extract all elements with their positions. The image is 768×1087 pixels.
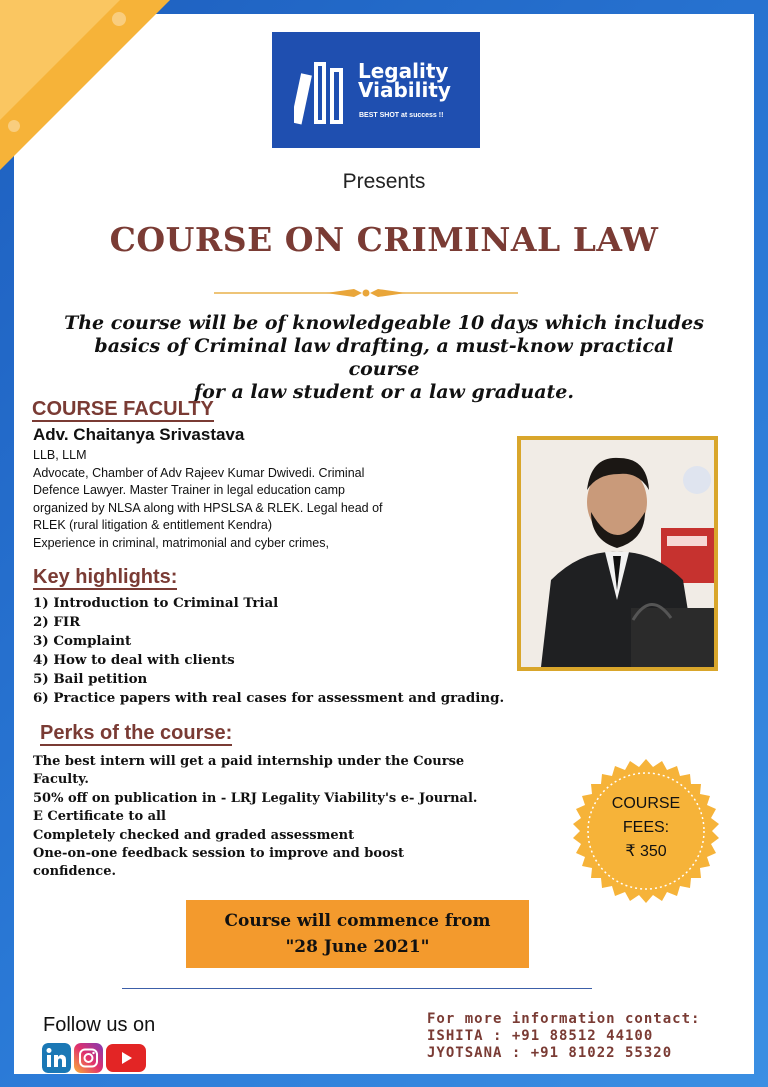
list-item: 2) FIR [33,614,81,630]
start-date-banner: Course will commence from "28 June 2021" [186,900,529,968]
course-fees: COURSE FEES: ₹ 350 [611,795,681,860]
logo-wordmark: Legality Viability [358,59,451,102]
faculty-name: Adv. Chaitanya Srivastava [33,425,245,444]
page-title: COURSE ON CRIMINAL LAW [109,220,659,259]
footer-divider [122,988,592,989]
perks-list [33,753,513,882]
list-item: 4) How to deal with clients [33,652,235,668]
follow-label: Follow us on [43,1014,156,1036]
list-item: One-on-one feedback session to improve and boost [33,846,404,862]
brand-logo [272,32,480,148]
list-item: Completely checked and graded assessment [33,827,355,843]
list-item: 6) Practice papers with real cases for assessment and grading. [33,690,505,706]
list-item: Faculty. [33,772,89,788]
highlights-heading: Key highlights: [33,566,178,588]
list-item: E Certificate to all [33,809,166,825]
ornament-divider [214,286,518,300]
faculty-bio: LLB, LLM Advocate, Chamber of Adv Rajeev Kumar Dwivedi. Criminal Defence Lawyer. Master Trainer in legal education camp organized by NLSA along with HPSLSA & RLEK. Legal head of RLEK (rural litigation & entitlement Kendra) Experience in criminal, matrimonial and cyber crimes, [33,448,383,550]
list-item: 50% off on publication in - LRJ Legality Viability's e- Journal. [33,790,478,806]
linkedin-icon[interactable] [42,1043,71,1073]
contact-phone-jyotsana: JYOTSANA : +91 81022 55320 [427,1045,673,1061]
logo-tagline: BEST SHOT at success !! [359,112,444,119]
course-description: The course will be of knowledgeable 10 days which includes basics of Criminal law drafting, a must-know practical course for a law student or a law graduate. [64,312,704,403]
contact-phone-ishita: ISHITA : +91 88512 44100 [427,1028,654,1044]
faculty-heading: COURSE FACULTY [32,398,214,420]
books-icon [294,58,352,126]
decor-dot [8,120,20,132]
contact-info [427,1011,700,1062]
faculty-photo [517,436,718,671]
presents-text: Presents [342,170,426,193]
instagram-icon[interactable] [74,1043,103,1073]
contact-heading: For more information contact: [427,1011,701,1027]
list-item: 3) Complaint [33,633,132,649]
speaker-illustration [521,440,714,667]
decor-dot [112,12,126,26]
list-item: 1) Introduction to Criminal Trial [33,595,279,611]
list-item: The best intern will get a paid internship under the Course [33,754,465,769]
list-item: 5) Bail petition [33,671,148,687]
youtube-icon[interactable] [106,1043,146,1073]
perks-heading: Perks of the course: [40,722,233,744]
highlights-list [33,594,504,708]
list-item: confidence. [33,864,117,880]
